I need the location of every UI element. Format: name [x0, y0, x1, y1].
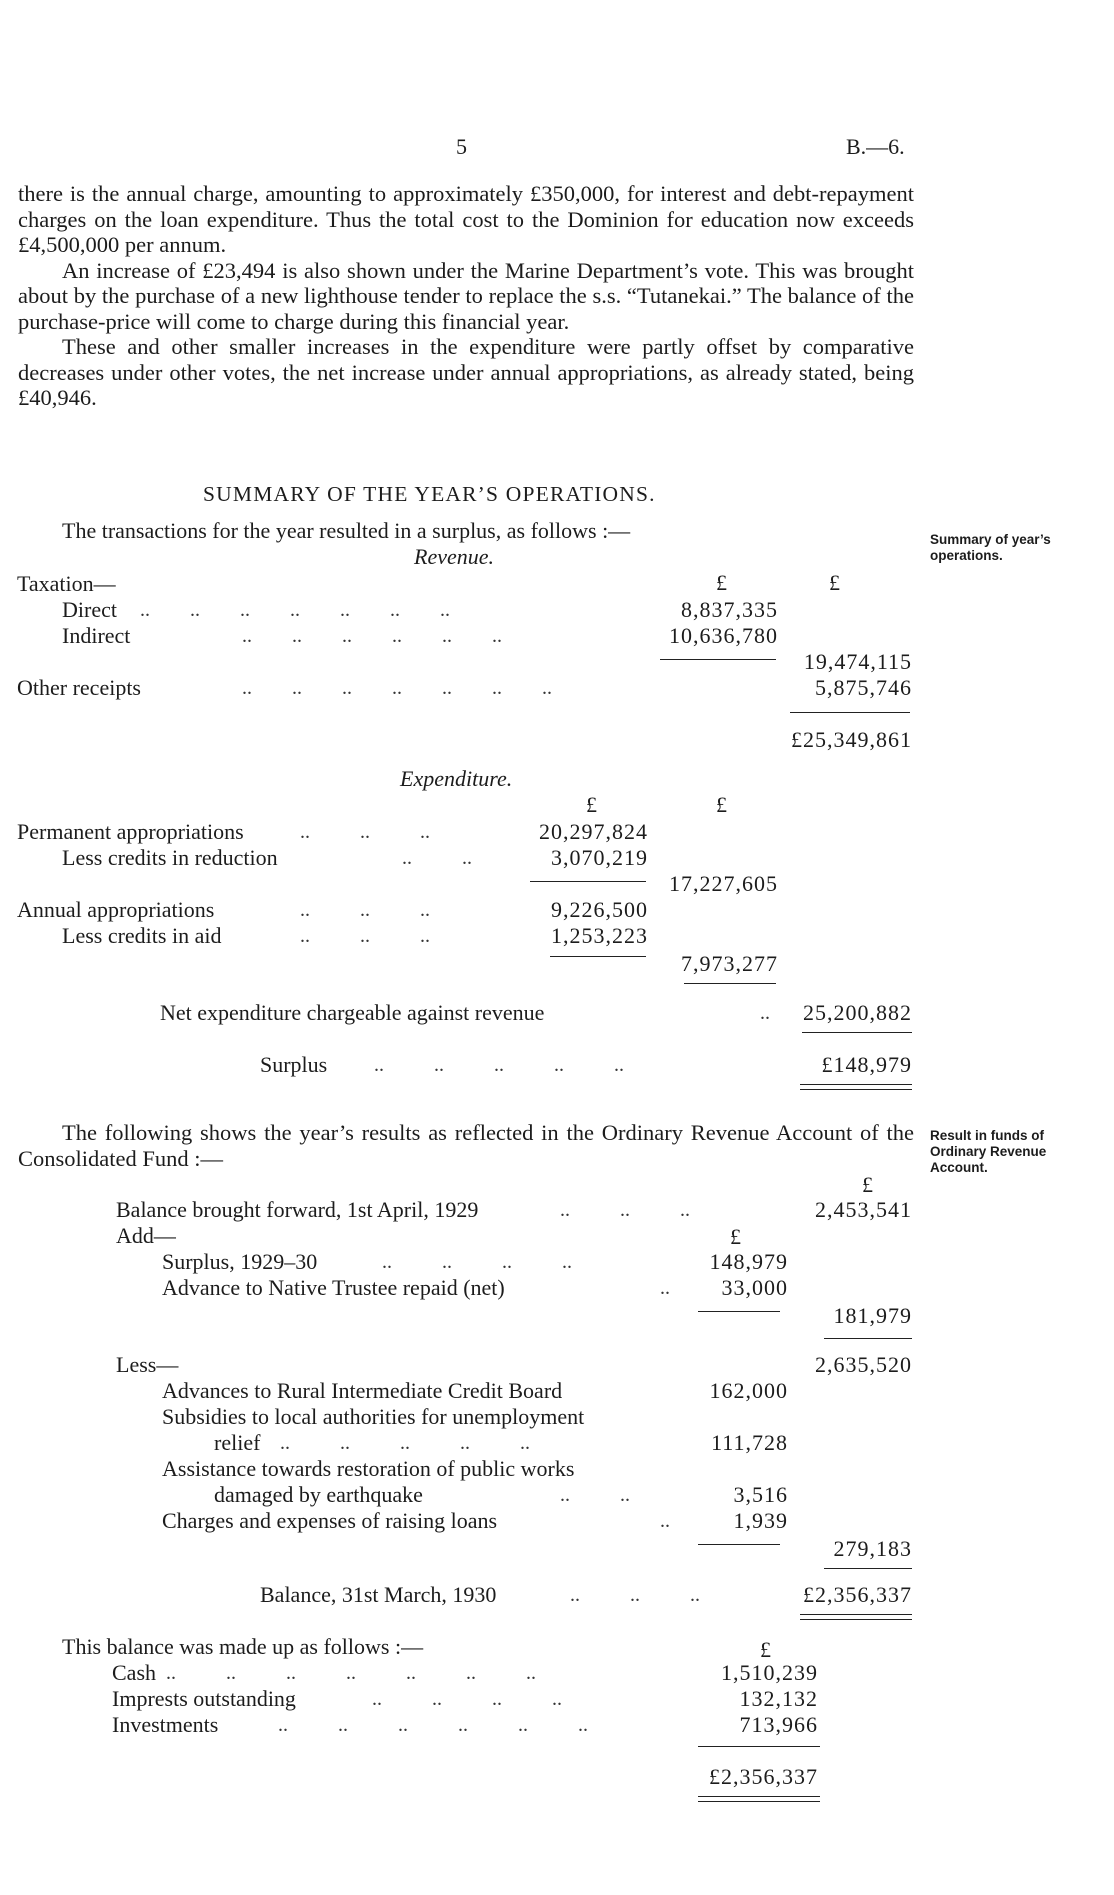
expenditure-col1-symbol: £ — [586, 792, 597, 817]
permanent-label: Permanent appropriations — [17, 819, 244, 844]
double-rule — [698, 1801, 820, 1802]
ordinary-intro-text: The following shows the year’s results as reflected in the Ordinary Revenue Account of the Consolidated Fund :— — [18, 1120, 914, 1171]
leader-dots: .. .. .. .. — [382, 1251, 572, 1273]
balance-value: £2,356,337 — [803, 1582, 912, 1607]
paragraph-decreases: These and other smaller increases in the expenditure were partly offset by comparative decreases under other votes, the net increase under annual appropriations, as already stated, being £40,946. — [18, 334, 914, 410]
perm-credits-value: 3,070,219 — [551, 845, 648, 870]
other-receipts-label: Other receipts — [17, 675, 141, 700]
subtotal-rule — [824, 1338, 912, 1339]
double-rule — [698, 1796, 820, 1797]
add-label: Add— — [116, 1223, 176, 1248]
add-total: 181,979 — [833, 1303, 912, 1328]
assistance-label-1: Assistance towards restoration of public works — [162, 1456, 575, 1481]
cash-value: 1,510,239 — [721, 1660, 818, 1685]
total-rule — [790, 712, 910, 713]
permanent-net: 17,227,605 — [669, 871, 778, 896]
imprests-value: 132,132 — [739, 1686, 818, 1711]
section-heading: SUMMARY OF THE YEAR’S OPERATIONS. — [203, 482, 656, 506]
surplus-1929-label: Surplus, 1929–30 — [162, 1249, 318, 1274]
annual-credits-value: 1,253,223 — [551, 923, 648, 948]
made-up-symbol: £ — [760, 1637, 771, 1662]
annual-net: 7,973,277 — [681, 951, 778, 976]
leader-dots: .. .. .. .. .. .. .. — [242, 677, 552, 699]
charges-value: 1,939 — [733, 1508, 788, 1533]
direct-value: 8,837,335 — [681, 597, 778, 622]
other-receipts-value: 5,875,746 — [815, 675, 912, 700]
annual-value: 9,226,500 — [551, 897, 648, 922]
subsidies-value: 111,728 — [711, 1430, 788, 1455]
subsidies-label-2: relief — [214, 1430, 261, 1455]
less-total: 279,183 — [833, 1536, 912, 1561]
leader-dots: .. .. .. — [560, 1199, 690, 1221]
document-reference: B.—6. — [846, 134, 905, 159]
ordinary-col-symbol-right: £ — [862, 1172, 873, 1197]
indirect-value: 10,636,780 — [669, 623, 778, 648]
leader-dots: .. .. .. — [300, 821, 430, 843]
less-label: Less— — [116, 1352, 179, 1377]
advance-value: 33,000 — [721, 1275, 788, 1300]
subtotal-rule — [824, 1568, 912, 1569]
direct-label: Direct — [62, 597, 117, 622]
side-note-ordinary: Result in funds of Ordinary Revenue Account. — [930, 1128, 1047, 1175]
leader-dots: .. .. .. — [300, 899, 430, 921]
surplus-1929-value: 148,979 — [709, 1249, 788, 1274]
revenue-col2-symbol: £ — [829, 570, 840, 595]
subtotal-rule — [550, 956, 646, 957]
perm-credits-label: Less credits in reduction — [62, 845, 278, 870]
subtotal-rule — [660, 659, 776, 660]
made-up-label: This balance was made up as follows :— — [62, 1634, 424, 1659]
paragraph-education: there is the annual charge, amounting to approximately £350,000, for interest and debt-repayment charges on the loan expenditure. Thus the total cost to the Dominion for education now exceeds £4,500,000 per annum. — [18, 181, 914, 257]
taxation-label: Taxation— — [17, 571, 116, 596]
annual-label: Annual appropriations — [17, 897, 215, 922]
revenue-total: £25,349,861 — [791, 727, 912, 752]
net-expenditure-value: 25,200,882 — [803, 1000, 912, 1025]
subtotal-rule — [698, 1311, 780, 1312]
leader-dots: .. — [760, 1002, 770, 1024]
subtotal-rule — [530, 881, 646, 882]
leader-dots: .. .. .. — [300, 925, 430, 947]
leader-dots: .. .. .. .. .. .. .. — [166, 1662, 536, 1684]
double-rule — [800, 1619, 912, 1620]
surplus-value: £148,979 — [821, 1052, 912, 1077]
double-rule — [800, 1084, 912, 1085]
charges-label: Charges and expenses of raising loans — [162, 1508, 498, 1533]
leader-dots: .. .. .. .. .. .. — [242, 625, 502, 647]
body-text — [18, 181, 914, 411]
leader-dots: .. .. .. .. .. .. .. — [140, 599, 450, 621]
indirect-label: Indirect — [62, 623, 131, 648]
assistance-label-2: damaged by earthquake — [214, 1482, 423, 1507]
cash-label: Cash — [112, 1660, 156, 1685]
investments-value: 713,966 — [739, 1712, 818, 1737]
leader-dots: .. .. .. .. .. — [280, 1432, 530, 1454]
subtotal-rule — [698, 1544, 780, 1545]
leader-dots: .. — [660, 1277, 670, 1299]
side-note-summary: Summary of year’s operations. — [930, 532, 1051, 563]
made-up-total: £2,356,337 — [709, 1764, 818, 1789]
balance-bf-value: 2,453,541 — [815, 1197, 912, 1222]
net-expenditure-label: Net expenditure chargeable against revenue — [160, 1000, 545, 1025]
imprests-label: Imprests outstanding — [112, 1686, 296, 1711]
leader-dots: .. .. — [560, 1484, 630, 1506]
balance-label: Balance, 31st March, 1930 — [260, 1582, 497, 1607]
subsidies-label-1: Subsidies to local authorities for unemployment — [162, 1404, 585, 1429]
total-rule — [698, 1746, 820, 1747]
ordinary-col-symbol-mid: £ — [730, 1224, 741, 1249]
leader-dots: .. .. .. .. .. — [374, 1054, 624, 1076]
rural-value: 162,000 — [709, 1378, 788, 1403]
leader-dots: .. — [660, 1510, 670, 1532]
ordinary-intro — [18, 1120, 914, 1171]
revenue-heading: Revenue. — [414, 544, 494, 569]
paragraph-marine: An increase of £23,494 is also shown under the Marine Department’s vote. This was brought about by the purchase of a new lighthouse tender to replace the s.s. “Tutanekai.” The balance of the purchase-price will come to charge during this financial year. — [18, 257, 914, 334]
revenue-col1-symbol: £ — [716, 570, 727, 595]
leader-dots: .. .. — [402, 847, 472, 869]
expenditure-heading: Expenditure. — [400, 766, 513, 791]
advance-label: Advance to Native Trustee repaid (net) — [162, 1275, 505, 1300]
double-rule — [800, 1614, 912, 1615]
subtotal-value: 2,635,520 — [815, 1352, 912, 1377]
subtotal-rule — [684, 983, 776, 984]
page-number: 5 — [456, 134, 467, 159]
rural-label: Advances to Rural Intermediate Credit Board — [162, 1378, 563, 1403]
assistance-value: 3,516 — [733, 1482, 788, 1507]
surplus-label: Surplus — [260, 1052, 328, 1077]
balance-bf-label: Balance brought forward, 1st April, 1929 — [116, 1197, 479, 1222]
summary-intro: The transactions for the year resulted in a surplus, as follows :— — [62, 518, 631, 543]
leader-dots: .. .. .. — [570, 1584, 700, 1606]
taxation-total: 19,474,115 — [803, 649, 912, 674]
double-rule — [800, 1089, 912, 1090]
leader-dots: .. .. .. .. .. .. — [278, 1714, 588, 1736]
annual-credits-label: Less credits in aid — [62, 923, 222, 948]
total-rule — [802, 1032, 912, 1033]
leader-dots: .. .. .. .. — [372, 1688, 562, 1710]
expenditure-col2-symbol: £ — [716, 792, 727, 817]
permanent-value: 20,297,824 — [539, 819, 648, 844]
investments-label: Investments — [112, 1712, 219, 1737]
